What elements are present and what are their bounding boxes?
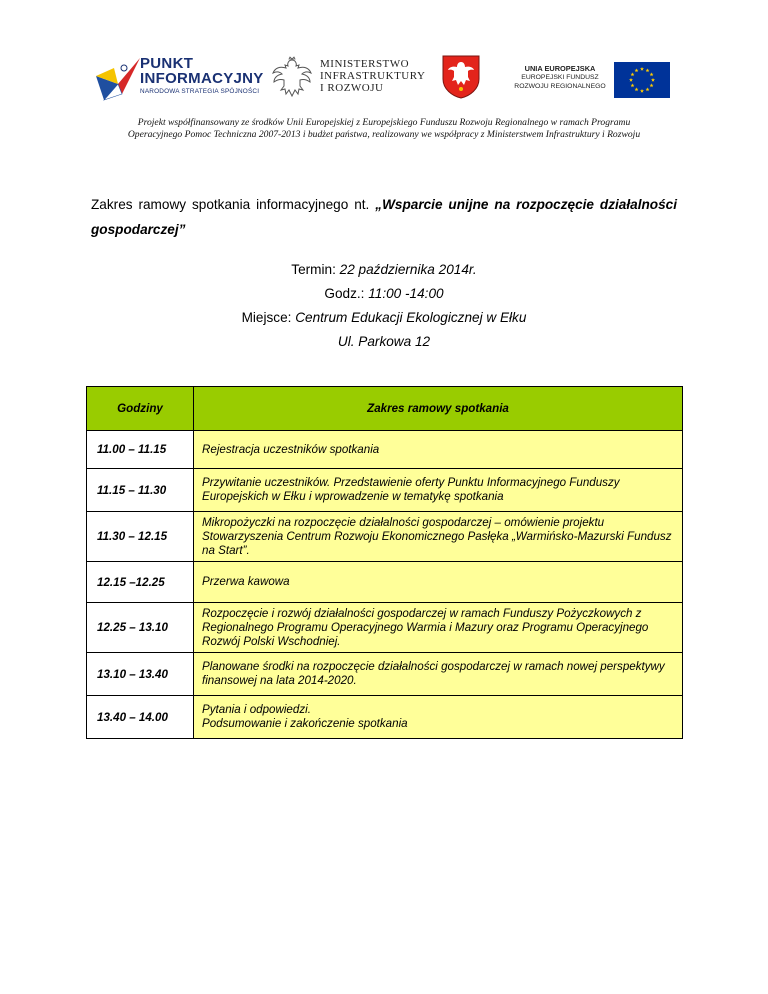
- table-row: [87, 431, 683, 469]
- table-row: [87, 603, 683, 653]
- eu-fund-name: UNIA EUROPEJSKA EUROPEJSKI FUNDUSZ ROZWOJU REGIONALNEGO: [514, 64, 606, 90]
- funding-note: Projekt współfinansowany ze środków Unii Europejskiej z Europejskiego Funduszu Rozwoju Regionalnego w ramach Programu Operacyjnego Pomoc Techniczna 2007-2013 i budżet państwa, realizowany we współpracy z Ministerstwem Infrastruktury i Rozwoju: [127, 117, 641, 140]
- agenda-table: [86, 386, 683, 739]
- event-date: Termin: 22 października 2014r.: [291, 262, 477, 277]
- punkt-logo-line2: INFORMACYJNY: [140, 70, 264, 87]
- table-row: [87, 653, 683, 696]
- white-eagle-icon: [272, 56, 312, 100]
- row-description: Planowane środki na rozpoczęcie działalności gospodarczej w ramach nowej perspektywy finansowej na lata 2014-2020.: [194, 653, 683, 696]
- row-description: Przerwa kawowa: [194, 562, 683, 603]
- row-description: Rozpoczęcie i rozwój działalności gospodarczej w ramach Funduszy Pożyczkowych z Regionalnego Programu Operacyjnego Warmia i Mazury oraz Programu Operacyjnego Rozwój Polski Wschodniej.: [194, 603, 683, 653]
- table-row: [87, 562, 683, 603]
- star-emblem-icon: [94, 54, 142, 102]
- row-description: Pytania i odpowiedzi. Podsumowanie i zakończenie spotkania: [194, 696, 683, 739]
- table-row: [87, 696, 683, 739]
- row-time: 11.15 – 11.30: [87, 469, 194, 512]
- row-time: 13.10 – 13.40: [87, 653, 194, 696]
- ministry-name: MINISTERSTWO INFRASTRUKTURY I ROZWOJU: [320, 58, 426, 94]
- row-time: 12.15 –12.25: [87, 562, 194, 603]
- event-address: Ul. Parkowa 12: [337, 334, 431, 349]
- header-scope: Zakres ramowy spotkania: [194, 387, 683, 431]
- logo-bar: [0, 54, 768, 106]
- row-time: 11.00 – 11.15: [87, 431, 194, 469]
- row-time: 13.40 – 14.00: [87, 696, 194, 739]
- title-prefix: Zakres ramowy spotkania informacyjnego nt.: [91, 197, 376, 212]
- header-time: Godziny: [87, 387, 194, 431]
- row-description: Mikropożyczki na rozpoczęcie działalności gospodarczej – omówienie projektu Stowarzyszenia Centrum Rozwoju Ekonomicznego Pasłęka „Warmińsko-Mazurski Fundusz na Start”.: [194, 512, 683, 562]
- table-row: [87, 469, 683, 512]
- row-time: 11.30 – 12.15: [87, 512, 194, 562]
- row-description: Rejestracja uczestników spotkania: [194, 431, 683, 469]
- ministry-logo: [272, 56, 432, 102]
- document-title: [91, 192, 677, 242]
- eu-fund-logo: [510, 62, 670, 98]
- punkt-logo-tagline: NARODOWA STRATEGIA SPÓJNOŚCI: [140, 88, 260, 95]
- table-row: [87, 512, 683, 562]
- table-header-row: [87, 387, 683, 431]
- punkt-logo-line1: PUNKT: [140, 55, 194, 72]
- regional-coat-of-arms-icon: [442, 55, 480, 99]
- event-time: Godz.: 11:00 -14:00: [324, 286, 444, 301]
- row-description: Przywitanie uczestników. Przedstawienie oferty Punktu Informacyjnego Funduszy Europejskich w Ełku i wprowadzenie w tematykę spotkania: [194, 469, 683, 512]
- event-place: Miejsce: Centrum Edukacji Ekologicznej w Ełku: [241, 310, 527, 325]
- title-topic: „Wsparcie unijne na rozpoczęcie działalności gospodarczej”: [91, 197, 677, 237]
- punkt-informacyjny-logo: [94, 54, 264, 102]
- row-time: 12.25 – 13.10: [87, 603, 194, 653]
- eu-flag-icon: [614, 62, 670, 98]
